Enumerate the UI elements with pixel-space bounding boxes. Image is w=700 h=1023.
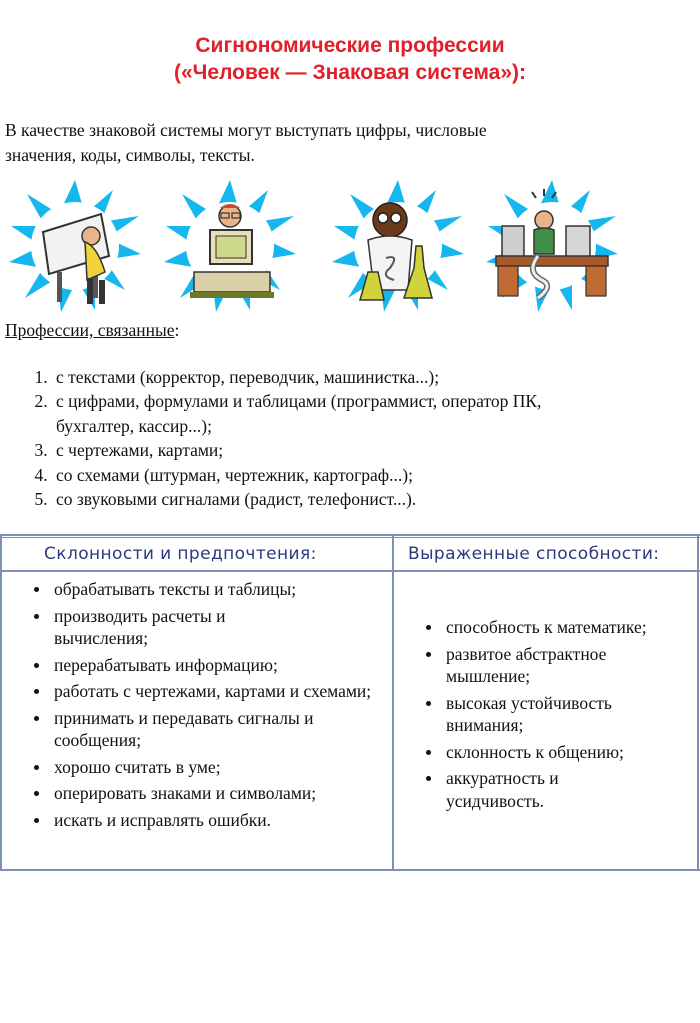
list-item bbox=[52, 389, 690, 438]
bullet bbox=[34, 716, 39, 721]
table-header-left: Склонности и предпочтения: bbox=[44, 544, 317, 564]
page-title bbox=[0, 32, 700, 86]
table-top-border-inner bbox=[0, 537, 700, 538]
intro-line-1: В качестве знаковой системы могут выступать цифры, числовые bbox=[5, 120, 487, 140]
list-item: высокая устойчивость внимания; bbox=[420, 692, 698, 737]
professions-heading-text: Профессии, связанные bbox=[5, 320, 175, 340]
traits-abilities-table bbox=[0, 534, 700, 871]
list-item: производить расчеты и вычисления; bbox=[28, 605, 386, 650]
bullet bbox=[426, 652, 431, 657]
list-item: склонность к общению; bbox=[420, 741, 698, 764]
scientist-with-flasks-icon bbox=[328, 176, 468, 316]
person-at-desk-with-printer-icon bbox=[482, 176, 622, 316]
bullet bbox=[34, 614, 39, 619]
bullet bbox=[426, 750, 431, 755]
bullet bbox=[34, 663, 39, 668]
bullet bbox=[34, 818, 39, 823]
professions-heading bbox=[5, 320, 179, 341]
list-item: 3. с чертежами, картами; bbox=[52, 438, 690, 462]
professions-heading-colon: : bbox=[174, 320, 180, 340]
table-column-divider bbox=[392, 534, 394, 871]
table-left-border bbox=[0, 534, 2, 871]
list-item: 1. с текстами (корректор, переводчик, машинистка...); bbox=[52, 365, 690, 389]
abilities-list bbox=[420, 616, 698, 816]
list-item: принимать и передавать сигналы и сообщения; bbox=[28, 707, 386, 752]
table-bottom-border bbox=[0, 869, 700, 871]
list-item: оперировать знаками и символами; bbox=[28, 782, 386, 805]
bullet bbox=[34, 689, 39, 694]
list-item: аккуратность и усидчивость. bbox=[420, 767, 698, 812]
list-item: развитое абстрактное мышление; bbox=[420, 643, 698, 688]
title-line-2: («Человек — Знаковая система»): bbox=[173, 61, 527, 84]
bullet bbox=[34, 587, 39, 592]
table-header-right: Выраженные способности: bbox=[408, 544, 660, 564]
bullet bbox=[426, 625, 431, 630]
bullet bbox=[34, 765, 39, 770]
bullet bbox=[426, 776, 431, 781]
list-item: перерабатывать информацию; bbox=[28, 654, 386, 677]
list-item: 4. со схемами (штурман, чертежник, картограф...); bbox=[52, 463, 690, 487]
list-item: способность к математике; bbox=[420, 616, 698, 639]
list-item: искать и исправлять ошибки. bbox=[28, 809, 386, 832]
bullet bbox=[34, 791, 39, 796]
list-item: обрабатывать тексты и таблицы; bbox=[28, 578, 386, 601]
list-item: работать с чертежами, картами и схемами; bbox=[28, 680, 386, 703]
list-item: хорошо считать в уме; bbox=[28, 756, 386, 779]
intro-line-2: значения, коды, символы, тексты. bbox=[5, 145, 255, 165]
table-top-border bbox=[0, 534, 700, 536]
list-item-text: с цифрами, формулами и таблицами (программист, оператор ПК, bbox=[56, 391, 542, 412]
table-header-divider bbox=[0, 570, 700, 572]
list-item: 5. со звуковыми сигналами (радист, телефонист...). bbox=[52, 487, 690, 511]
list-item-text-continued: бухгалтер, кассир...); bbox=[56, 415, 212, 436]
bullet bbox=[426, 701, 431, 706]
title-line-1: Сигнономические профессии bbox=[195, 34, 505, 57]
intro-paragraph bbox=[5, 118, 645, 168]
preferences-list bbox=[28, 578, 386, 835]
illustrations-row bbox=[0, 176, 700, 316]
person-at-computer-icon bbox=[160, 176, 300, 316]
person-drafting-board-icon bbox=[5, 176, 145, 316]
professions-list bbox=[0, 365, 690, 511]
